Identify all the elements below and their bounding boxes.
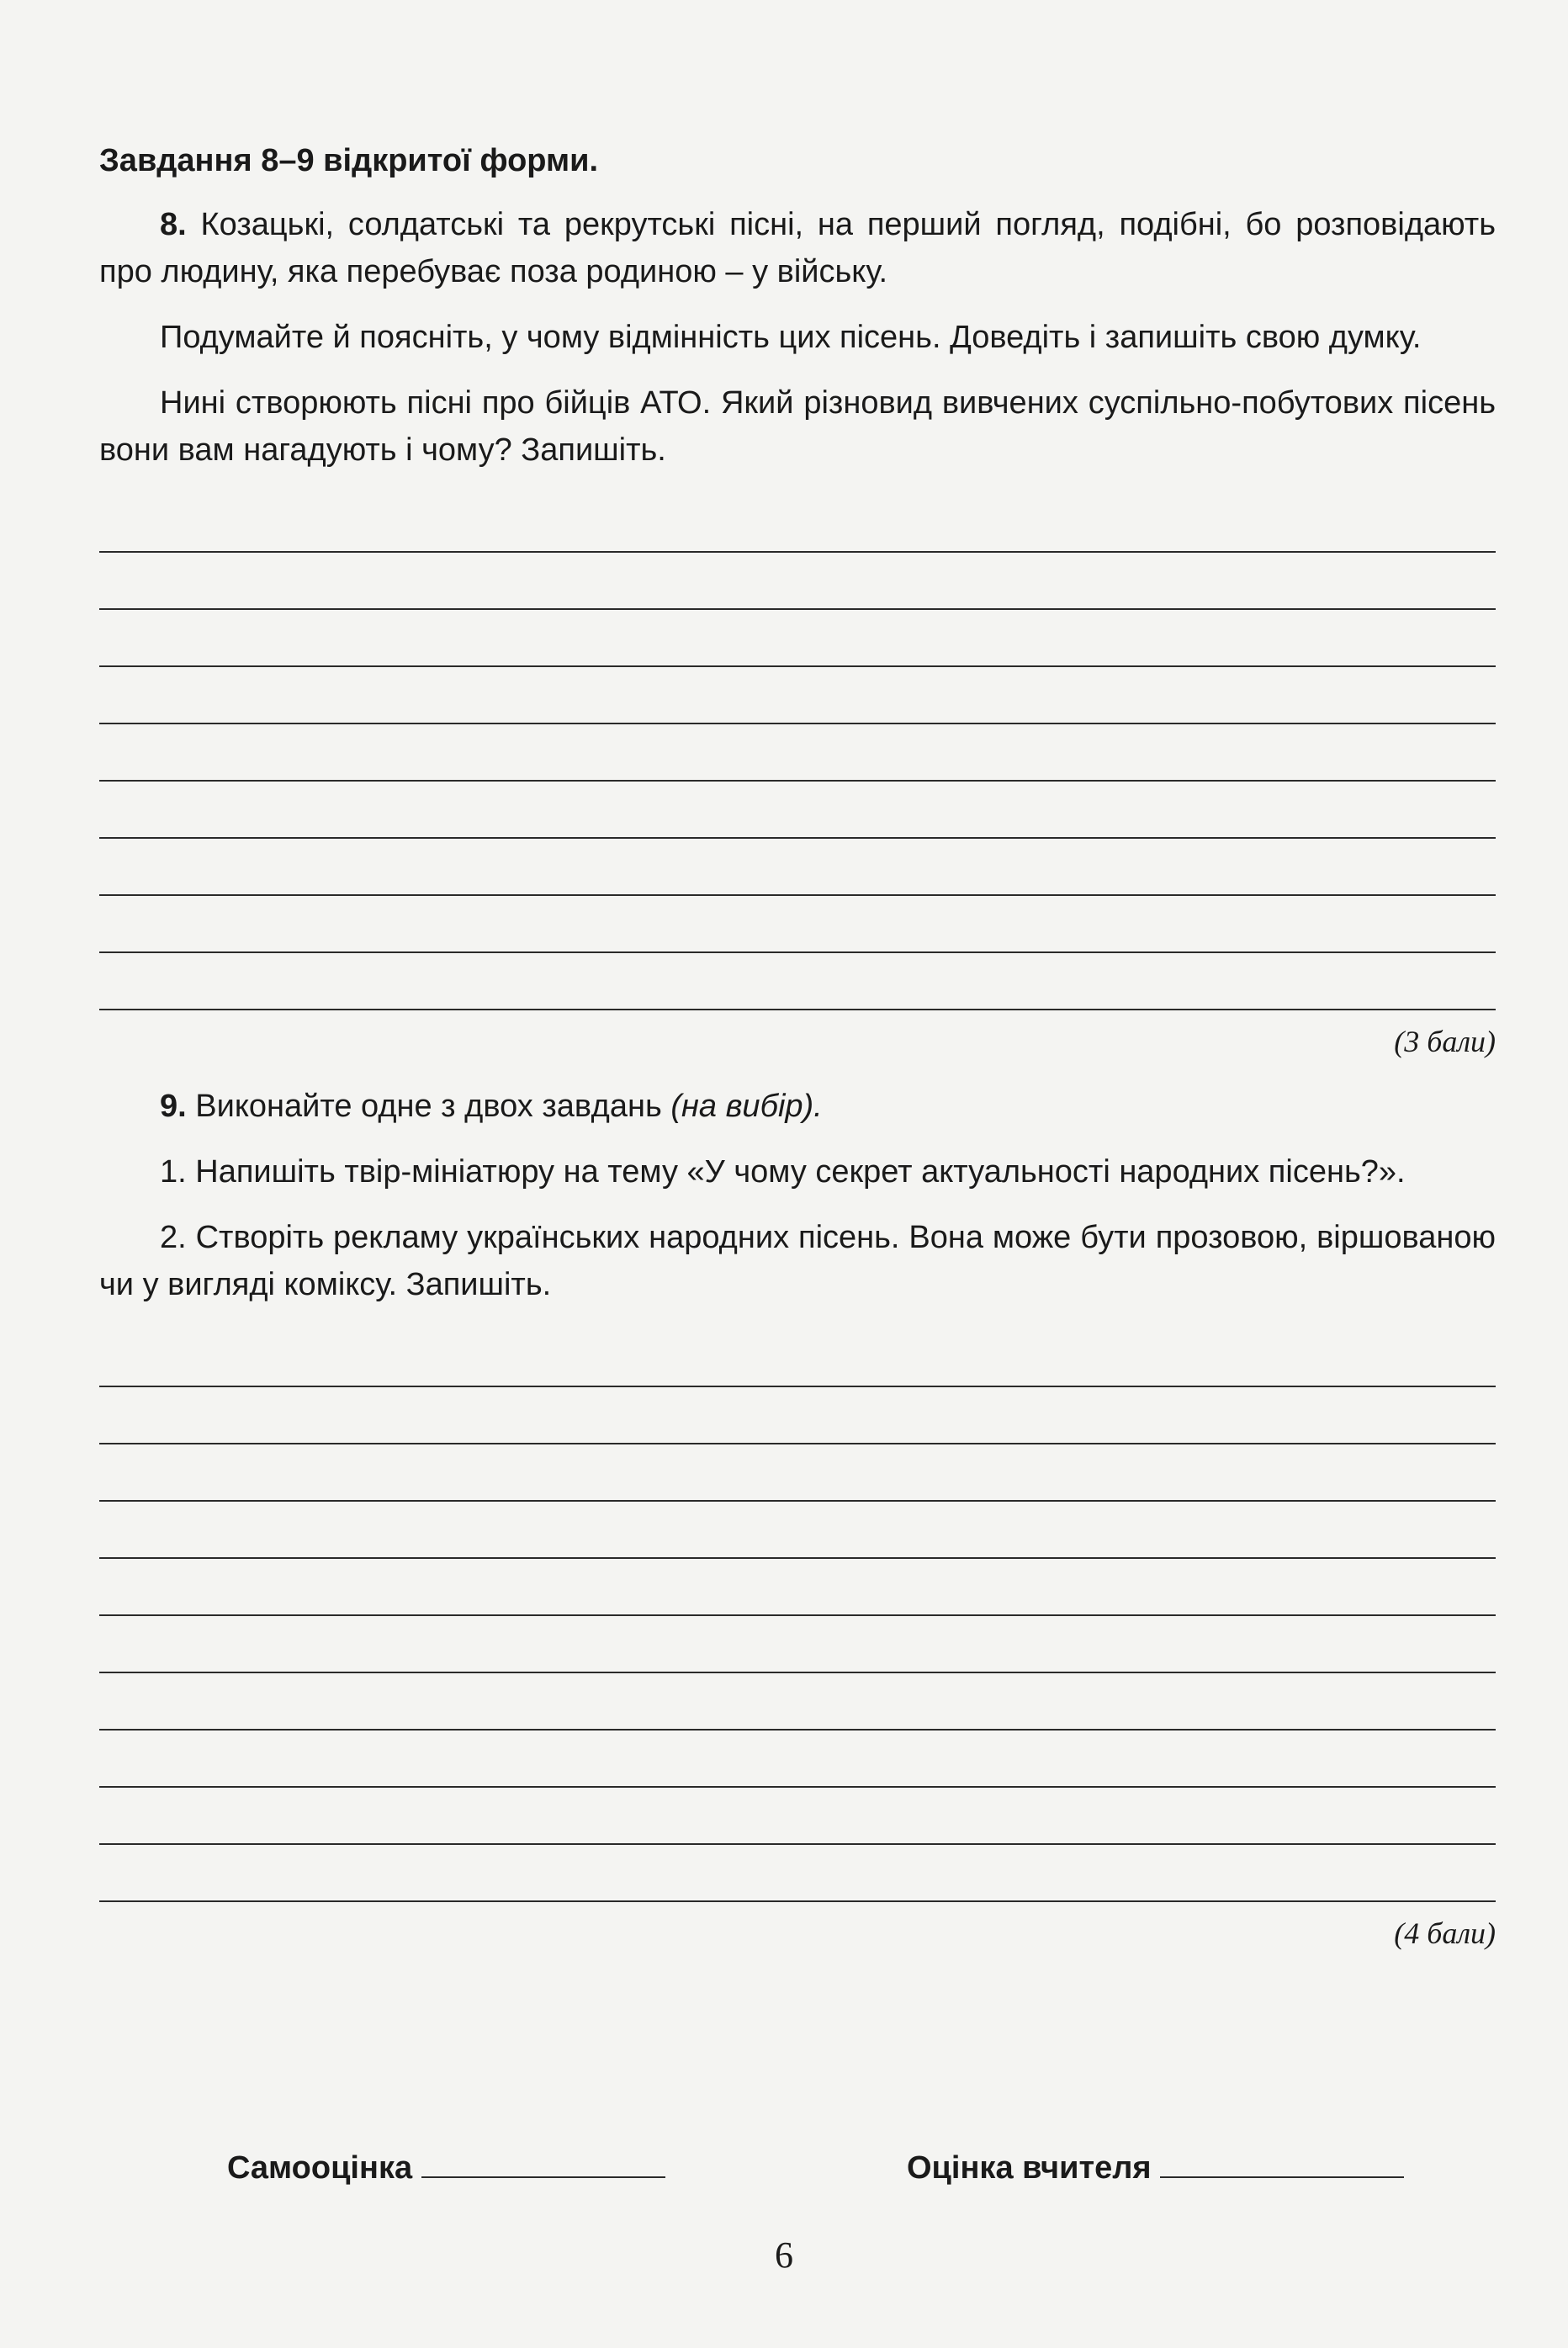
task9-intro: 9. Виконайте одне з двох завдань (на вибір). <box>160 1089 823 1124</box>
task8-answer-lines[interactable] <box>99 496 1496 1010</box>
answer-line[interactable] <box>99 1330 1496 1387</box>
page-number: 6 <box>775 2234 793 2276</box>
page-content <box>99 143 1496 1956</box>
answer-line[interactable] <box>99 1444 1496 1502</box>
task9-number: 9. <box>160 1089 187 1124</box>
answer-line[interactable] <box>99 953 1496 1010</box>
self-assessment-label: Самооцінка <box>227 2150 413 2186</box>
answer-line[interactable] <box>99 496 1496 553</box>
teacher-grade-field[interactable] <box>1160 2149 1404 2178</box>
teacher-grade <box>907 2149 1404 2186</box>
task8-points: (3 бали) <box>1394 1025 1496 1058</box>
task8-number: 8. <box>160 207 187 242</box>
task9-option2: 2. Створіть рекламу українських народних пісень. Вона може бути прозовою, віршованою чи у вигляді коміксу. Запишіть. <box>99 1220 1496 1302</box>
answer-line[interactable] <box>99 610 1496 667</box>
answer-line[interactable] <box>99 896 1496 953</box>
task8-paragraph3: Нині створюють пісні про бійців АТО. Який різновид вивчених суспільно-побутових пісень вони вам нагадують і чому? Запишіть. <box>99 385 1496 468</box>
task9-option1: 1. Напишіть твір-мініатюру на тему «У чому секрет актуальності народних пісень?». <box>160 1154 1406 1190</box>
task8-paragraph1: 8. Козацькі, солдатські та рекрутські пісні, на перший погляд, подібні, бо розповідають про людину, яка перебуває поза родиною – у війську. <box>99 207 1496 289</box>
answer-line[interactable] <box>99 1731 1496 1788</box>
answer-line[interactable] <box>99 782 1496 839</box>
answer-line[interactable] <box>99 1387 1496 1444</box>
answer-line[interactable] <box>99 839 1496 896</box>
section-header: Завдання 8–9 відкритої форми. <box>99 143 599 178</box>
teacher-grade-label: Оцінка вчителя <box>907 2150 1152 2186</box>
self-assessment-field[interactable] <box>421 2149 665 2178</box>
self-assessment <box>227 2149 665 2186</box>
answer-line[interactable] <box>99 1788 1496 1845</box>
answer-line[interactable] <box>99 1559 1496 1616</box>
answer-line[interactable] <box>99 1845 1496 1902</box>
answer-line[interactable] <box>99 1502 1496 1559</box>
answer-line[interactable] <box>99 724 1496 782</box>
answer-line[interactable] <box>99 1673 1496 1731</box>
task9-points: (4 бали) <box>1394 1916 1496 1950</box>
answer-line[interactable] <box>99 667 1496 724</box>
answer-line[interactable] <box>99 553 1496 610</box>
answer-line[interactable] <box>99 1616 1496 1673</box>
task9-answer-lines[interactable] <box>99 1330 1496 1902</box>
task8-paragraph2: Подумайте й поясніть, у чому відмінність цих пісень. Доведіть і запишіть свою думку. <box>160 320 1422 355</box>
